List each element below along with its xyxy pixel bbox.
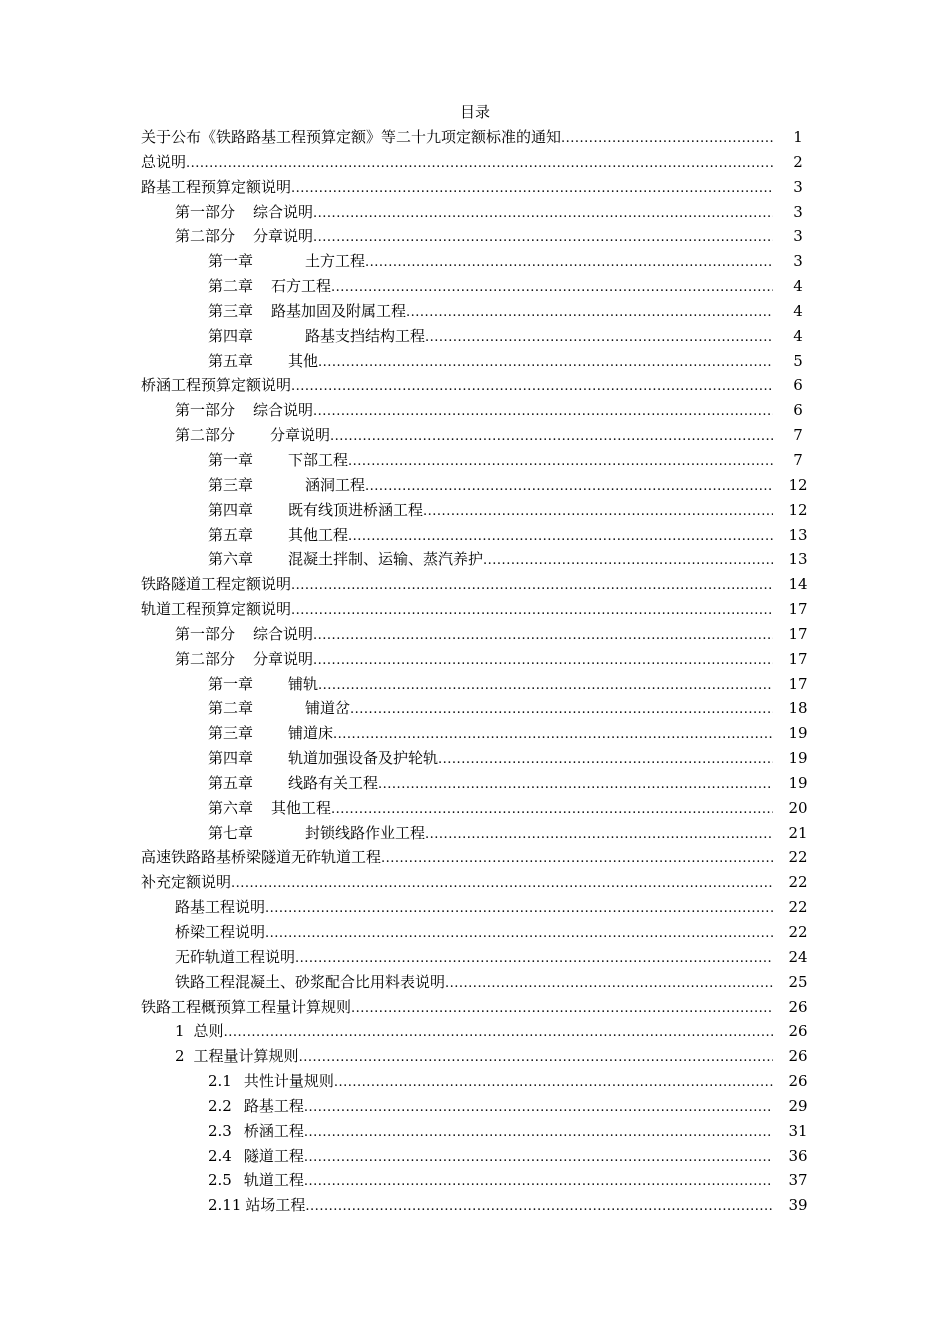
toc-entry-heading	[208, 324, 785, 349]
toc-entry-title: 无砟轨道工程说明	[175, 947, 296, 966]
toc-entry-title: 站场工程	[245, 1196, 306, 1215]
toc-entry[interactable]	[141, 498, 811, 523]
toc-entry-heading	[208, 299, 785, 324]
dot-leader	[348, 523, 773, 548]
toc-entry-heading	[175, 1044, 785, 1069]
dot-leader	[313, 622, 773, 647]
dot-leader	[318, 672, 773, 697]
dot-leader	[231, 870, 773, 895]
toc-entry-title: 封锁线路作业工程	[305, 823, 426, 842]
toc-entry-number: 第五章	[208, 773, 254, 792]
toc-entry-number: 2.1	[208, 1072, 232, 1091]
toc-entry-title: 路基支挡结构工程	[305, 326, 426, 345]
toc-entry-title: 桥梁工程说明	[175, 923, 266, 941]
dot-leader	[378, 771, 773, 796]
toc-entry[interactable]	[141, 224, 811, 249]
toc-entry-title: 综合说明	[253, 202, 314, 221]
toc-entry-title: 分章说明	[270, 426, 331, 445]
toc-entry-title: 铺道床	[288, 724, 334, 743]
toc-entry[interactable]	[141, 721, 811, 746]
dot-leader	[334, 1069, 773, 1094]
toc-entry-heading	[175, 647, 785, 672]
toc-entry-number: 第三章	[208, 301, 254, 320]
dot-leader	[313, 398, 773, 423]
toc-entry-number: 第二部分	[175, 227, 236, 246]
toc-page-number: 25	[788, 972, 808, 991]
toc-entry-number: 第二部分	[175, 426, 236, 445]
dot-leader	[561, 125, 773, 150]
toc-entry[interactable]	[141, 870, 811, 895]
toc-entry-title: 高速铁路路基桥梁隧道无砟轨道工程	[141, 848, 382, 867]
toc-entry[interactable]	[141, 597, 811, 622]
dot-leader	[291, 597, 773, 622]
toc-entry-heading	[208, 274, 785, 299]
toc-page-number: 2	[793, 152, 803, 171]
toc-entry-heading	[208, 498, 785, 523]
toc-page-number: 12	[788, 500, 808, 519]
toc-entry-number: 2.11	[208, 1196, 242, 1215]
toc-entry-title: 轨道工程	[243, 1171, 304, 1190]
toc-page-number: 4	[793, 326, 803, 345]
toc-entry[interactable]	[141, 1019, 811, 1044]
dot-leader	[305, 1193, 773, 1218]
toc-entry-heading	[141, 572, 785, 597]
toc-page-number: 6	[793, 376, 803, 395]
toc-entry[interactable]	[141, 1193, 811, 1218]
toc-entry-title: 轨道工程预算定额说明	[141, 600, 292, 619]
toc-entry-heading	[141, 597, 785, 622]
dot-leader	[304, 1094, 773, 1119]
dot-leader	[304, 1119, 773, 1144]
toc-entry-heading	[141, 125, 785, 150]
toc-title: 目录	[459, 103, 490, 121]
toc-page-number: 4	[793, 277, 803, 296]
dot-leader	[304, 1168, 773, 1193]
toc-page-number: 7	[793, 426, 803, 445]
dot-leader	[299, 1044, 773, 1069]
toc-entry-title: 路基工程说明	[175, 898, 266, 917]
toc-entry[interactable]	[141, 622, 811, 647]
toc-page-number: 6	[793, 401, 803, 420]
toc-entry[interactable]	[141, 572, 811, 597]
toc-entry[interactable]	[141, 1119, 811, 1144]
toc-entry-heading	[208, 1069, 785, 1094]
toc-entry-number: 第五章	[208, 525, 254, 544]
toc-entry[interactable]	[141, 398, 811, 423]
toc-entry-title: 轨道加强设备及护轮轨	[288, 749, 439, 768]
toc-entry-number: 第七章	[208, 823, 254, 842]
toc-entry[interactable]	[141, 324, 811, 349]
toc-entry-title: 既有线顶进桥涵工程	[288, 500, 424, 519]
toc-entry-title: 线路有关工程	[288, 773, 379, 792]
toc-entry-title: 其他	[288, 351, 319, 370]
toc-page-number: 4	[793, 301, 803, 320]
toc-page-number: 12	[788, 475, 808, 494]
toc-entry[interactable]	[141, 150, 811, 175]
toc-page-number: 7	[793, 450, 803, 469]
toc-entry[interactable]	[141, 373, 811, 398]
toc-entry-number: 第四章	[208, 500, 254, 519]
toc-entry-heading	[208, 349, 785, 374]
dot-leader	[186, 150, 773, 175]
dot-leader	[295, 945, 773, 970]
dot-leader	[330, 423, 773, 448]
toc-page-number: 26	[788, 1072, 808, 1091]
toc-page-number: 26	[788, 1047, 808, 1066]
toc-entry-number: 第一部分	[175, 401, 236, 420]
toc-entry[interactable]	[141, 175, 811, 200]
toc-page-number: 29	[788, 1096, 808, 1115]
table-of-contents	[141, 125, 811, 1218]
dot-leader	[304, 1144, 773, 1169]
toc-entry-title: 其他工程	[271, 798, 332, 817]
toc-entry-number: 第三章	[208, 724, 254, 743]
toc-entry-heading	[208, 523, 785, 548]
toc-entry-heading	[141, 150, 785, 175]
toc-page-number: 13	[788, 525, 808, 544]
toc-entry-heading	[175, 224, 785, 249]
toc-entry-title: 隧道工程	[243, 1146, 304, 1165]
toc-page-number: 1	[793, 128, 803, 146]
dot-leader	[425, 324, 773, 349]
toc-page-number: 37	[788, 1171, 808, 1190]
toc-entry[interactable]	[141, 1144, 811, 1169]
toc-entry-heading	[175, 622, 785, 647]
toc-entry-number: 第五章	[208, 351, 254, 370]
dot-leader	[333, 721, 773, 746]
toc-entry-title: 石方工程	[271, 277, 332, 296]
dot-leader	[313, 647, 773, 672]
toc-entry-heading	[175, 920, 785, 945]
toc-entry-heading	[208, 771, 785, 796]
toc-page-number: 22	[788, 873, 808, 892]
toc-entry-title: 总则	[193, 1022, 224, 1041]
dot-leader	[313, 200, 773, 225]
toc-entry-title: 总说明	[141, 152, 187, 171]
toc-page-number: 22	[788, 848, 808, 867]
dot-leader	[291, 175, 773, 200]
toc-entry-heading	[208, 547, 785, 572]
toc-entry[interactable]	[141, 349, 811, 374]
dot-leader	[265, 895, 773, 920]
toc-page-number: 26	[788, 1022, 808, 1041]
toc-entry-title: 分章说明	[253, 649, 314, 668]
dot-leader	[365, 249, 773, 274]
toc-page-number: 21	[788, 823, 808, 842]
toc-entry-heading	[208, 249, 785, 274]
toc-entry-heading	[141, 845, 785, 870]
toc-entry[interactable]	[141, 845, 811, 870]
toc-entry-heading	[208, 1119, 785, 1144]
toc-entry-title: 铺轨	[288, 674, 319, 693]
toc-entry-title: 共性计量规则	[243, 1072, 334, 1091]
toc-entry-heading	[208, 746, 785, 771]
toc-entry[interactable]	[141, 995, 811, 1020]
toc-entry-heading	[208, 721, 785, 746]
toc-entry-number: 1	[175, 1022, 185, 1041]
dot-leader	[425, 821, 773, 846]
toc-entry-heading	[175, 895, 785, 920]
toc-entry[interactable]	[141, 200, 811, 225]
toc-entry-number: 2.5	[208, 1171, 232, 1190]
toc-page-number: 17	[788, 624, 808, 643]
toc-page-number: 39	[788, 1196, 808, 1215]
toc-entry-title: 路基加固及附属工程	[271, 301, 407, 320]
toc-entry[interactable]	[141, 821, 811, 846]
toc-entry-number: 第二章	[208, 699, 254, 718]
toc-entry-heading	[175, 398, 785, 423]
toc-entry-heading	[175, 970, 785, 995]
toc-entry-heading	[175, 1019, 785, 1044]
toc-entry-heading	[175, 200, 785, 225]
toc-entry-heading	[208, 696, 785, 721]
toc-entry-title: 分章说明	[253, 227, 314, 246]
toc-entry-title: 综合说明	[253, 401, 314, 420]
toc-entry-number: 第一部分	[175, 202, 236, 221]
toc-page-number: 24	[788, 947, 808, 966]
toc-entry[interactable]	[141, 473, 811, 498]
toc-entry-title: 桥涵工程预算定额说明	[141, 376, 292, 395]
toc-entry-heading	[208, 1193, 785, 1218]
dot-leader	[291, 572, 773, 597]
toc-entry-heading	[141, 175, 785, 200]
toc-page-number: 22	[788, 923, 808, 941]
toc-entry[interactable]	[141, 1168, 811, 1193]
toc-page-number: 19	[788, 724, 808, 743]
toc-entry-title: 混凝土拌制、运输、蒸汽养护	[288, 550, 484, 569]
dot-leader	[291, 373, 773, 398]
toc-entry[interactable]	[141, 771, 811, 796]
toc-entry-title: 铁路隧道工程定额说明	[141, 575, 292, 594]
toc-page-number: 3	[793, 227, 803, 246]
toc-entry-number: 第四章	[208, 326, 254, 345]
toc-entry-number: 第一章	[208, 674, 254, 693]
toc-entry-number: 第三章	[208, 475, 254, 494]
toc-page-number: 5	[793, 351, 803, 370]
toc-entry-number: 2.2	[208, 1096, 232, 1115]
toc-entry[interactable]	[141, 970, 811, 995]
dot-leader	[318, 349, 773, 374]
toc-entry-title: 路基工程	[243, 1096, 304, 1115]
toc-entry-heading	[208, 448, 785, 473]
toc-entry[interactable]	[141, 523, 811, 548]
toc-page-number: 18	[788, 699, 808, 718]
dot-leader	[350, 696, 773, 721]
toc-page-number: 17	[788, 649, 808, 668]
toc-page-number: 3	[793, 177, 803, 196]
toc-entry-number: 第四章	[208, 749, 254, 768]
toc-entry-title: 涵洞工程	[305, 475, 366, 494]
toc-page-number: 31	[788, 1121, 808, 1140]
toc-entry[interactable]	[141, 274, 811, 299]
toc-entry-title: 其他工程	[288, 525, 349, 544]
toc-page-number: 17	[788, 674, 808, 693]
toc-entry-title: 铁路工程混凝土、砂浆配合比用料表说明	[175, 972, 446, 991]
toc-entry-title: 补充定额说明	[141, 873, 232, 892]
toc-entry-number: 2	[175, 1047, 185, 1066]
toc-page-number: 19	[788, 773, 808, 792]
toc-entry-title: 铁路工程概预算工程量计算规则	[141, 997, 352, 1016]
toc-entry[interactable]	[141, 299, 811, 324]
toc-entry-number: 2.4	[208, 1146, 232, 1165]
toc-entry-heading	[141, 995, 785, 1020]
toc-entry-number: 第六章	[208, 798, 254, 817]
dot-leader	[351, 995, 773, 1020]
toc-entry-number: 第一章	[208, 450, 254, 469]
toc-page-number: 36	[788, 1146, 808, 1165]
toc-entry[interactable]	[141, 920, 811, 945]
toc-entry-title: 路基工程预算定额说明	[141, 177, 292, 196]
toc-entry[interactable]	[141, 547, 811, 572]
toc-page-number: 13	[788, 550, 808, 569]
dot-leader	[423, 498, 773, 523]
dot-leader	[224, 1019, 773, 1044]
toc-entry-title: 工程量计算规则	[193, 1047, 299, 1066]
toc-entry-number: 第一部分	[175, 624, 236, 643]
toc-entry[interactable]	[141, 1044, 811, 1069]
toc-entry-heading	[208, 1168, 785, 1193]
toc-entry-title: 综合说明	[253, 624, 314, 643]
toc-entry-heading	[175, 423, 785, 448]
toc-entry-title: 桥涵工程	[243, 1121, 304, 1140]
toc-entry-number: 第一章	[208, 252, 254, 271]
dot-leader	[381, 845, 773, 870]
toc-page-number: 20	[788, 798, 808, 817]
toc-entry-title: 关于公布《铁路路基工程预算定额》等二十九项定额标准的通知	[141, 128, 562, 146]
toc-entry-number: 第二部分	[175, 649, 236, 668]
dot-leader	[365, 473, 773, 498]
toc-page-number: 26	[788, 997, 808, 1016]
toc-entry-title: 下部工程	[288, 450, 349, 469]
toc-entry-heading	[175, 945, 785, 970]
toc-page-number: 19	[788, 749, 808, 768]
toc-entry[interactable]	[141, 746, 811, 771]
toc-entry[interactable]	[141, 1094, 811, 1119]
toc-entry-title: 土方工程	[305, 252, 366, 271]
dot-leader	[331, 274, 773, 299]
toc-entry[interactable]	[141, 945, 811, 970]
toc-entry-heading	[208, 1144, 785, 1169]
dot-leader	[348, 448, 773, 473]
toc-entry[interactable]	[141, 125, 811, 150]
dot-leader	[265, 920, 773, 945]
toc-entry[interactable]	[141, 796, 811, 821]
toc-entry-number: 2.3	[208, 1121, 232, 1140]
toc-entry-heading	[208, 1094, 785, 1119]
toc-entry[interactable]	[141, 672, 811, 697]
toc-entry-number: 第二章	[208, 277, 254, 296]
dot-leader	[331, 796, 773, 821]
toc-entry[interactable]	[141, 423, 811, 448]
dot-leader	[483, 547, 773, 572]
toc-entry[interactable]	[141, 448, 811, 473]
toc-entry-title: 铺道岔	[305, 699, 351, 718]
toc-entry[interactable]	[141, 895, 811, 920]
toc-entry-heading	[208, 473, 785, 498]
toc-entry-heading	[208, 672, 785, 697]
dot-leader	[438, 746, 773, 771]
toc-entry[interactable]	[141, 249, 811, 274]
toc-page-number: 22	[788, 898, 808, 917]
toc-entry[interactable]	[141, 647, 811, 672]
toc-page-number: 3	[793, 202, 803, 221]
dot-leader	[313, 224, 773, 249]
toc-page-number: 17	[788, 600, 808, 619]
toc-entry-heading	[141, 373, 785, 398]
toc-entry[interactable]	[141, 1069, 811, 1094]
toc-page-number: 3	[793, 252, 803, 271]
toc-entry-heading	[208, 796, 785, 821]
toc-entry-heading	[141, 870, 785, 895]
toc-page-number: 14	[788, 575, 808, 594]
toc-entry-number: 第六章	[208, 550, 254, 569]
dot-leader	[406, 299, 773, 324]
dot-leader	[445, 970, 773, 995]
toc-entry[interactable]	[141, 696, 811, 721]
toc-entry-heading	[208, 821, 785, 846]
